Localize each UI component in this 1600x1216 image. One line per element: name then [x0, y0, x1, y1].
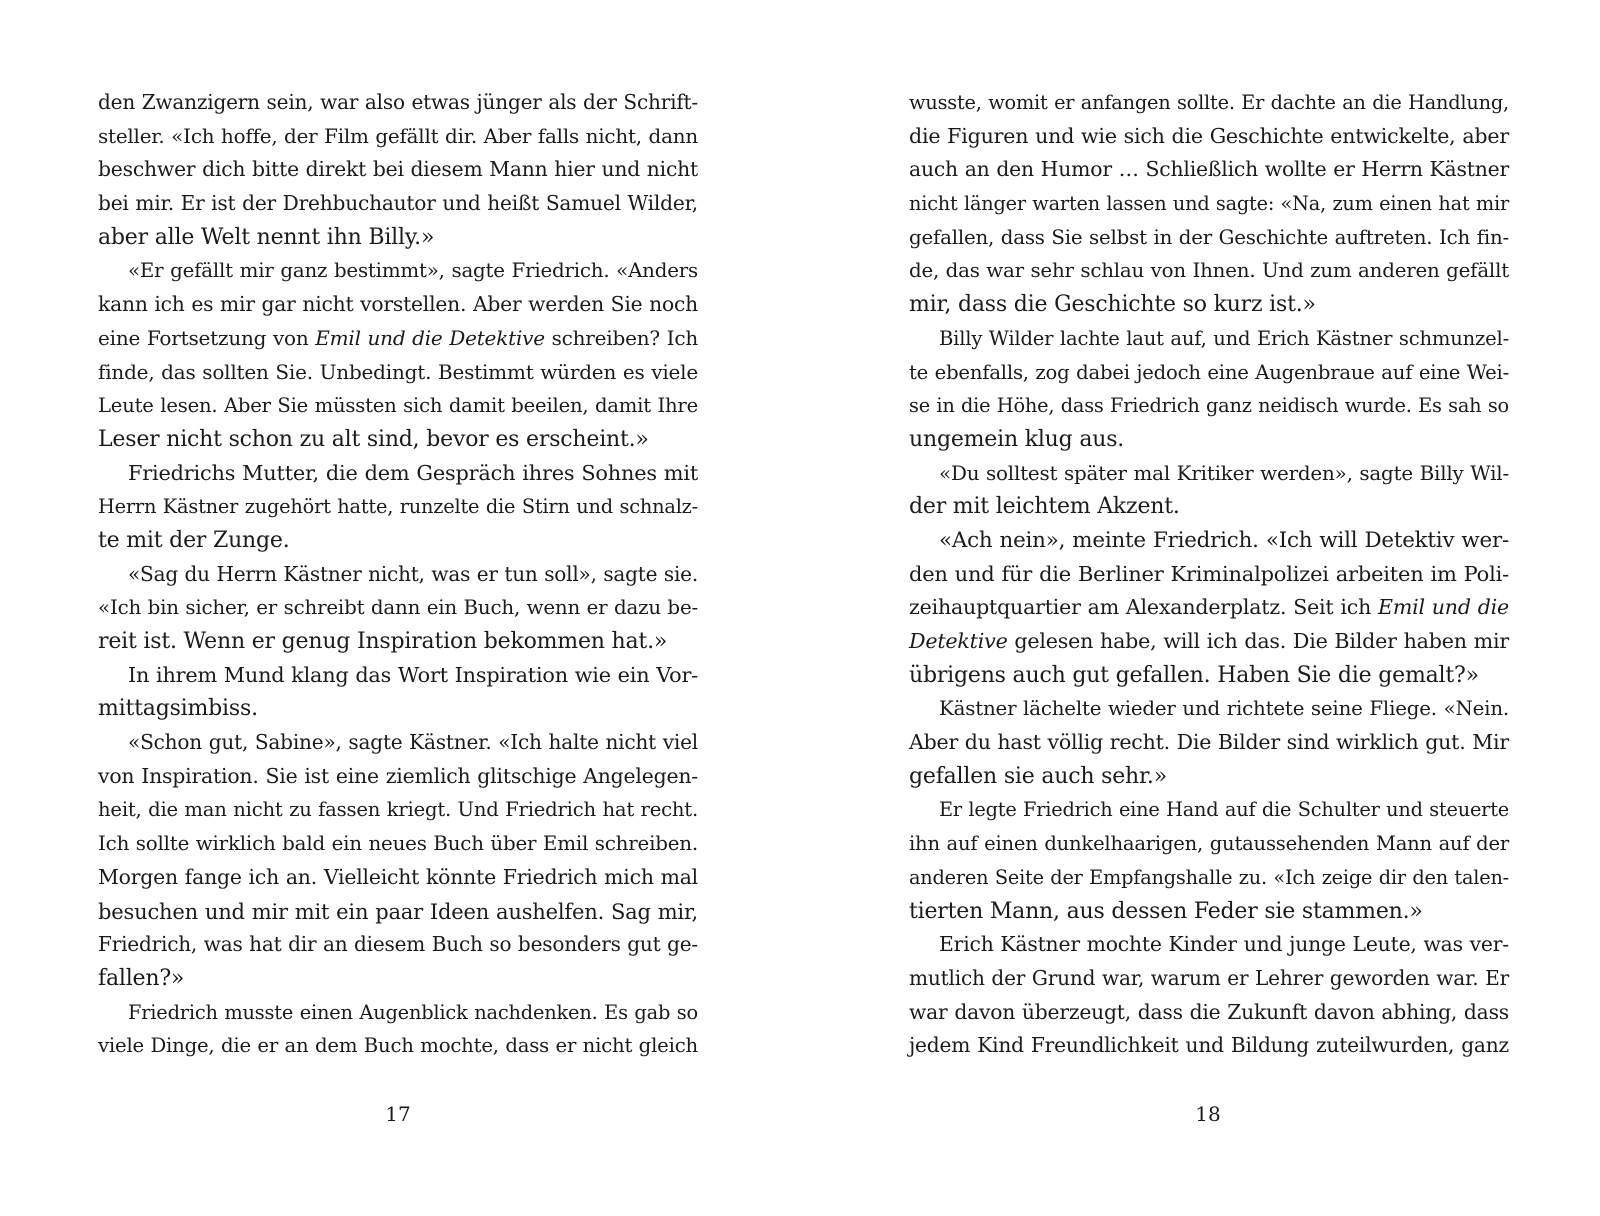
text-line: te mit der Zunge.	[98, 527, 290, 553]
text-line: beschwer dich bitte direkt bei diesem Mann hier und nicht	[98, 157, 698, 182]
text-line: bei mir. Er ist der Drehbuchautor und heißt Samuel Wilder,	[98, 191, 698, 216]
text-line: de, das war sehr schlau von Ihnen. Und zum anderen gefällt	[909, 259, 1509, 283]
text-line: der mit leichtem Akzent.	[909, 494, 1180, 520]
text-line: ihn auf einen dunkelhaarigen, gutaussehenden Mann auf der	[909, 832, 1509, 856]
text-line: Leute lesen. Aber Sie müssten sich damit beeilen, damit Ihre	[98, 394, 698, 418]
text-line: gefallen sie auch sehr.»	[909, 763, 1167, 789]
text-line: ungemein klug aus.	[909, 426, 1125, 452]
text-line: reit ist. Wenn er genug Inspiration bekommen hat.»	[98, 629, 668, 654]
text-line: gefallen, dass Sie selbst in der Geschichte auftreten. Ich fin-	[909, 225, 1509, 249]
text-line: auch an den Humor … Schließlich wollte er Herrn Kästner	[909, 157, 1509, 182]
right-page-text	[909, 86, 1509, 1063]
text-line: mittagsimbiss.	[98, 696, 258, 722]
text-line: eine Fortsetzung von Emil und die Detektive schreiben? Ich	[98, 325, 699, 350]
text-line: In ihrem Mund klang das Wort Inspiration wie ein Vor-	[128, 662, 698, 687]
text-line: Friedrich, was hat dir an diesem Buch so besonders gut ge-	[98, 932, 698, 957]
page-number-right: 18	[1195, 1102, 1221, 1126]
left-page-text	[98, 86, 698, 1063]
text-line: die Figuren und wie sich die Geschichte entwickelte, aber	[909, 123, 1509, 148]
text-line: wusste, womit er anfangen sollte. Er dachte an die Handlung,	[909, 91, 1509, 114]
text-line: besuchen und mir mit ein paar Ideen aushelfen. Sag mir,	[98, 898, 698, 924]
text-line: Kästner lächelte wieder und richtete seine Fliege. «Nein.	[939, 697, 1509, 721]
text-line: «Er gefällt mir ganz bestimmt», sagte Friedrich. «Anders	[128, 259, 698, 283]
text-line: Herrn Kästner zugehört hatte, runzelte die Stirn und schnalz-	[98, 495, 698, 519]
text-line: Billy Wilder lachte laut auf, und Erich Kästner schmunzel-	[939, 326, 1509, 350]
text-line: Morgen fange ich an. Vielleicht könnte Friedrich mich mal	[98, 864, 698, 889]
text-line: «Du solltest später mal Kritiker werden», sagte Billy Wil-	[939, 461, 1509, 485]
text-line: Friedrich musste einen Augenblick nachdenken. Es gab so	[128, 1000, 698, 1024]
page-number-left: 17	[385, 1102, 411, 1126]
text-line: Er legte Friedrich eine Hand auf die Schulter und steuerte	[939, 798, 1509, 822]
text-line: Detektive gelesen habe, will ich das. Die Bilder haben mir	[909, 629, 1509, 653]
text-line: Erich Kästner mochte Kinder und junge Leute, was ver-	[939, 932, 1509, 957]
text-line: nicht länger warten lassen und sagte: «Na, zum einen hat mir	[909, 192, 1509, 216]
text-line: den Zwanzigern sein, war also etwas jünger als der Schrift-	[98, 90, 698, 114]
text-line: se in die Höhe, dass Friedrich ganz neidisch wurde. Es sah so	[909, 394, 1509, 418]
text-line: Leser nicht schon zu alt sind, bevor es erscheint.»	[98, 426, 649, 452]
text-line: anderen Seite der Empfangshalle zu. «Ich zeige dir den talen-	[909, 865, 1509, 889]
text-line: Aber du hast völlig recht. Die Bilder sind wirklich gut. Mir	[909, 730, 1509, 755]
text-line: viele Dinge, die er an dem Buch mochte, dass er nicht gleich	[98, 1034, 698, 1058]
text-line: tierten Mann, aus dessen Feder sie stammen.»	[909, 898, 1423, 924]
text-line: «Ich bin sicher, er schreibt dann ein Buch, wenn er dazu be-	[98, 596, 698, 620]
text-line: den und für die Berliner Kriminalpolizei arbeiten im Poli-	[909, 561, 1509, 586]
text-line: mutlich der Grund war, warum er Lehrer geworden war. Er	[909, 965, 1509, 990]
text-line: fallen?»	[98, 965, 185, 991]
text-line: te ebenfalls, zog dabei jedoch eine Augenbraue auf eine Wei-	[909, 360, 1509, 384]
text-line: übrigens auch gut gefallen. Haben Sie die gemalt?»	[909, 662, 1479, 688]
text-line: «Schon gut, Sabine», sagte Kästner. «Ich halte nicht viel	[128, 730, 698, 755]
text-line: mir, dass die Geschichte so kurz ist.»	[909, 292, 1316, 318]
text-line: steller. «Ich hoffe, der Film gefällt dir. Aber falls nicht, dann	[98, 124, 698, 148]
text-line: Friedrichs Mutter, die dem Gespräch ihres Sohnes mit	[128, 460, 698, 485]
text-line: kann ich es mir gar nicht vorstellen. Aber werden Sie noch	[98, 292, 698, 317]
text-line: «Ach nein», meinte Friedrich. «Ich will Detektiv wer-	[939, 527, 1509, 553]
text-line: heit, die man nicht zu fassen kriegt. Und Friedrich hat recht.	[98, 798, 698, 822]
text-line: aber alle Welt nennt ihn Billy.»	[98, 224, 435, 250]
text-line: Ich sollte wirklich bald ein neues Buch über Emil schreiben.	[98, 832, 698, 856]
text-line: «Sag du Herrn Kästner nicht, was er tun soll», sagte sie.	[128, 561, 698, 586]
text-line: zeihauptquartier am Alexanderplatz. Seit ich Emil und die	[909, 595, 1510, 620]
text-line: jedem Kind Freundlichkeit und Bildung zuteilwurden, ganz	[909, 1033, 1509, 1058]
text-line: finde, das sollten Sie. Unbedingt. Bestimmt würden es viele	[98, 359, 698, 384]
text-line: von Inspiration. Sie ist eine ziemlich glitschige Angelegen-	[98, 763, 698, 788]
text-line: war davon überzeugt, dass die Zukunft davon abhing, dass	[909, 999, 1509, 1024]
